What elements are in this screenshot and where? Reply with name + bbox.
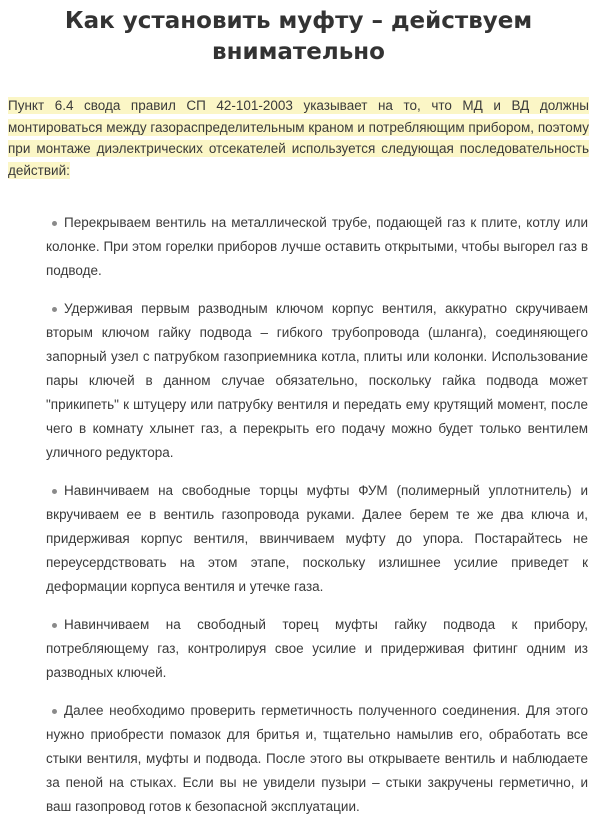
- article-title: Как установить муфту – действуем внимательно: [64, 8, 533, 65]
- step-text: Далее необходимо проверить герметичность полученного соединения. Для этого нужно приобрести помазок для бритья и, тщательно намылив его, обработать все стыки вентиля, муфты и подвода. После этого вы открываете вентиль и наблюдаете за пеной на стыках. Если вы не увидели пузыри – стыки закручены герметично, и ваш газопровод готов к безопасной эксплуатации.: [46, 703, 588, 814]
- step-text: Навинчиваем на свободный торец муфты гайку подвода к прибору, потребляющему газ, контролируя свое усилие и придерживая фитинг одним из разводных ключей.: [46, 617, 588, 680]
- installation-steps-list: [8, 211, 589, 819]
- step-text: Удерживая первым разводным ключом корпус вентиля, аккуратно скручиваем вторым ключом гайку подвода – гибкого трубопровода (шланга), соединяющего запорный узел с патрубком газоприемника котла, плиты или колонки. Использование пары ключей в данном случае обязательно, поскольку гайка подвода может "прикипеть" к штуцеру или патрубку вентиля и передать ему крутящий момент, после чего в комнату хлынет газ, а перекрыть его подачу можно будет только вентилем уличного редуктора.: [46, 301, 588, 460]
- intro-paragraph: [8, 95, 589, 181]
- step-text: Навинчиваем на свободные торцы муфты ФУМ (полимерный уплотнитель) и вкручиваем ее в вентиль газопровода руками. Далее берем те же два ключа и, придерживая корпус вентиля, ввинчиваем муфту до упора. Постарайтесь не переусердствовать на этом этапе, поскольку излишнее усилие приведет к деформации корпуса вентиля и утечке газа.: [46, 483, 588, 594]
- list-item: [46, 479, 588, 599]
- list-item: [46, 699, 588, 819]
- bullet-icon: [52, 307, 57, 312]
- intro-highlighted-text: Пункт 6.4 свода правил СП 42-101-2003 указывает на то, что МД и ВД должны монтироваться между газораспределительным краном и потребляющим прибором, поэтому при монтаже диэлектрических отсекателей используется следующая последовательность действий:: [8, 98, 589, 178]
- list-item: [46, 297, 588, 465]
- list-item: [46, 613, 588, 685]
- bullet-icon: [52, 221, 57, 226]
- list-item: [46, 211, 588, 283]
- bullet-icon: [52, 489, 57, 494]
- step-text: Перекрываем вентиль на металлической трубе, подающей газ к плите, котлу или колонке. При этом горелки приборов лучше оставить открытыми, чтобы выгорел газ в подводе.: [46, 215, 588, 278]
- bullet-icon: [52, 623, 57, 628]
- bullet-icon: [52, 709, 57, 714]
